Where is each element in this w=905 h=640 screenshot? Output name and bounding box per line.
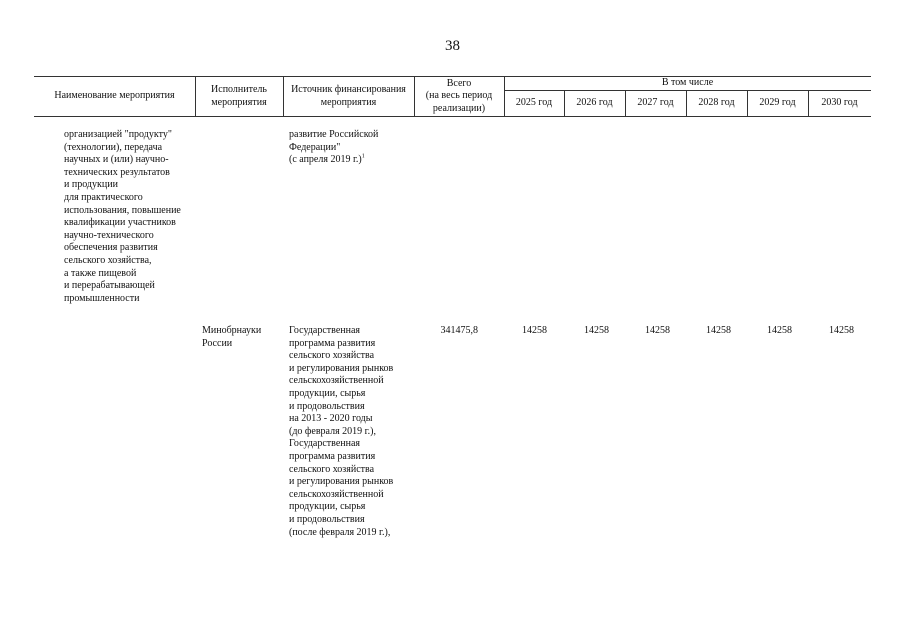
header-total: Всего (на весь период реализации) bbox=[425, 77, 493, 114]
row2-value-2026: 14258 bbox=[584, 325, 609, 336]
header-year-2025: 2025 год bbox=[515, 97, 553, 109]
header-name: Наименование мероприятия bbox=[54, 90, 175, 102]
header-year-2029: 2029 год bbox=[759, 97, 796, 109]
header-bottom-border bbox=[34, 116, 871, 117]
row2-value-2029: 14258 bbox=[767, 325, 792, 336]
header-year-2027: 2027 год bbox=[637, 97, 674, 109]
row2-value-2030: 14258 bbox=[829, 325, 854, 336]
footnote-marker: 1 bbox=[361, 153, 365, 160]
row2-value-2028: 14258 bbox=[706, 325, 731, 336]
header-executor: Исполнитель мероприятия bbox=[211, 83, 267, 108]
row2-funding-source: Государственная программа развития сельского хозяйства и регулирования рынков сельскохозяйственной продукции, сырья и продовольствия на 2013 - 2020 годы (до февраля 2019 г.), Государственная программа развития сельского хозяйства и регулирования рынков сельскохозяйственной продукции, сырья и продовольствия (после февраля 2019 г.), bbox=[289, 325, 394, 538]
row2-value-2025: 14258 bbox=[522, 325, 547, 336]
row2-total: 341475,8 bbox=[440, 325, 478, 336]
page-number: 38 bbox=[445, 38, 460, 54]
header-including: В том числе bbox=[661, 77, 714, 89]
row2-executor: Минобрнауки России bbox=[202, 325, 262, 349]
row1-funding-source bbox=[289, 129, 419, 167]
header-year-2030: 2030 год bbox=[821, 97, 858, 109]
row2-value-2027: 14258 bbox=[645, 325, 670, 336]
row1-activity-name: организацией "продукту" (технологии), передача научных и (или) научно- технических результатов и продукции для практического использования, повышение квалификации участников научно-технического обеспечения развития сельского хозяйства, а также пищевой и перерабатывающей промышленности bbox=[64, 129, 181, 304]
row1-funding-source-text: развитие Российской Федерации" (с апреля 2019 г.) bbox=[289, 129, 379, 166]
header-year-2028: 2028 год bbox=[698, 97, 735, 109]
header-source: Источник финансирования мероприятия bbox=[291, 83, 406, 108]
header-year-2026: 2026 год bbox=[576, 97, 613, 109]
